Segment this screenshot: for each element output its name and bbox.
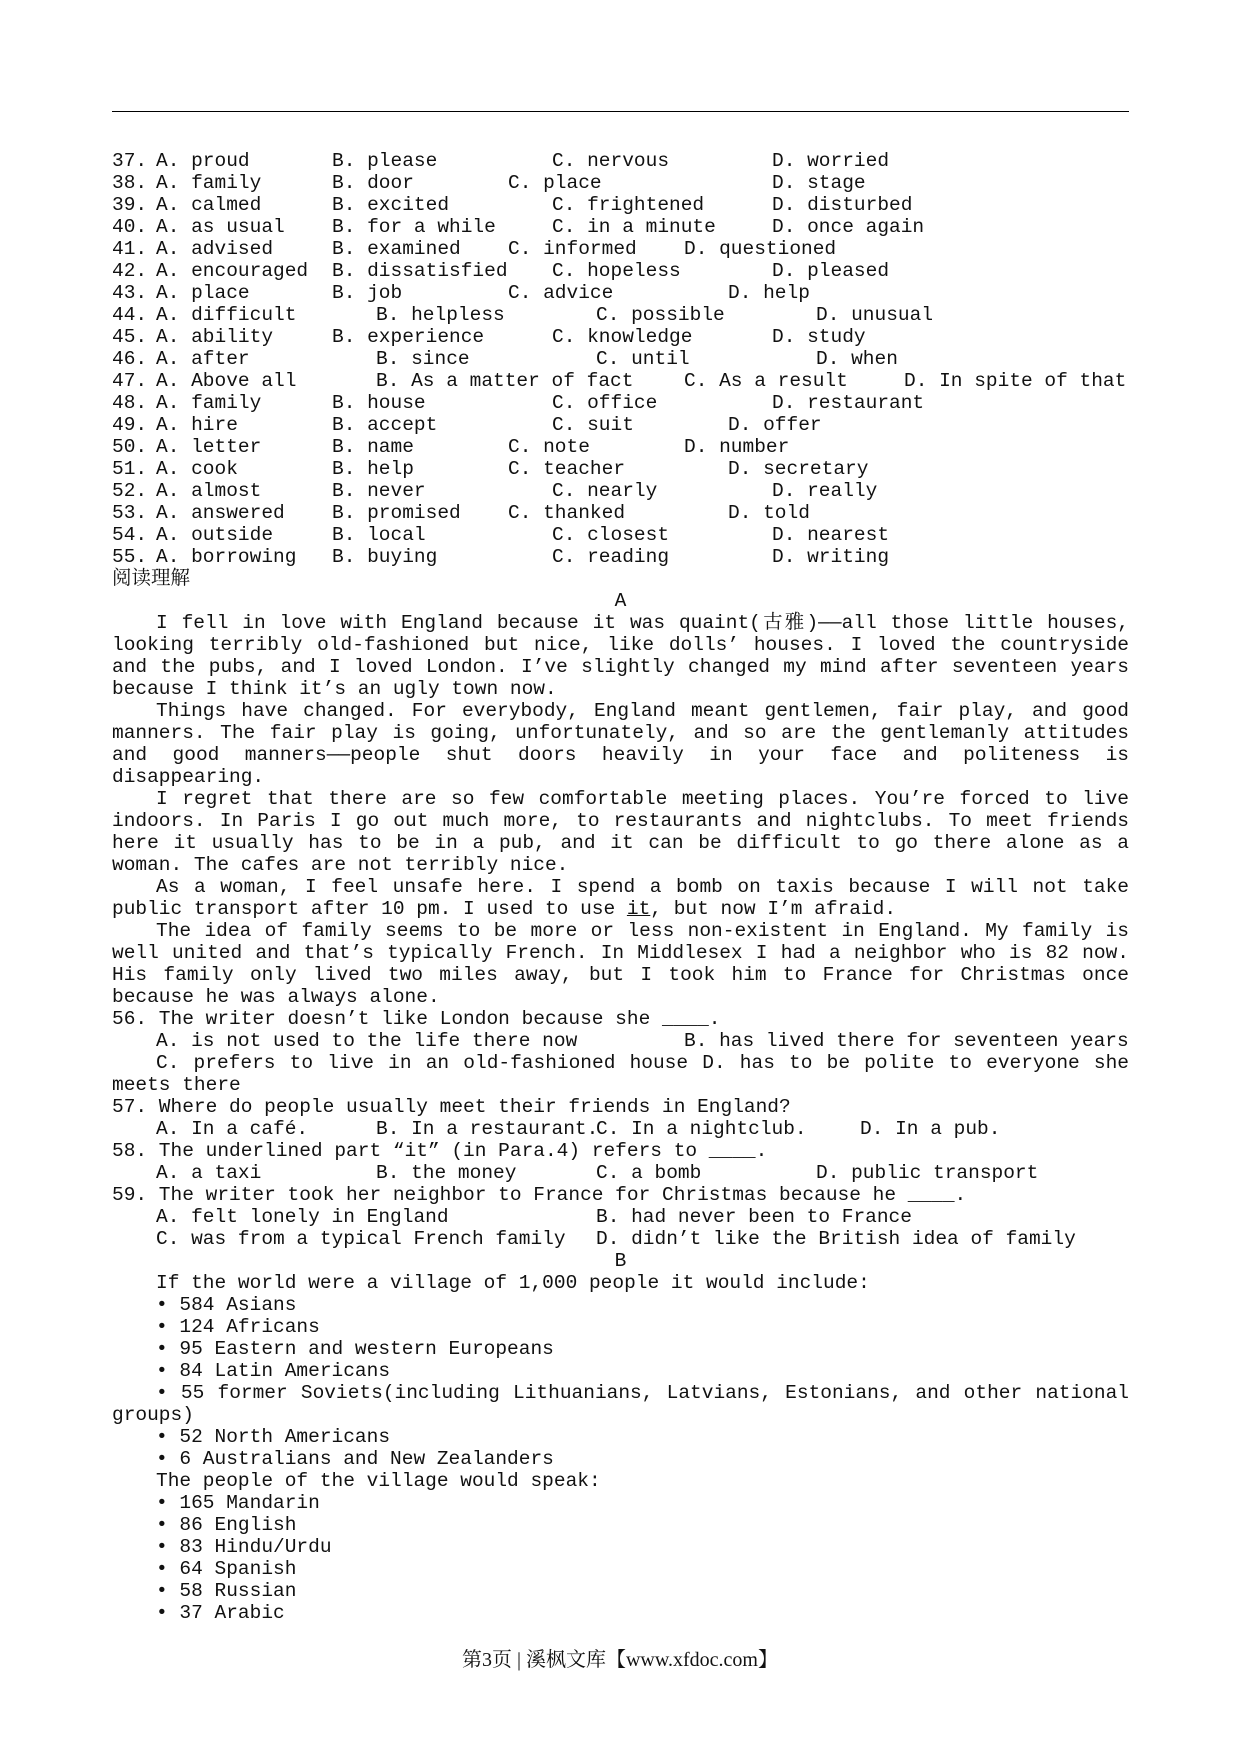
q57-option-b: B. In a restaurant.: [376, 1118, 599, 1140]
question-number: 52.: [112, 480, 148, 502]
question-56: 56. The writer doesn’t like London because she ____.: [112, 1008, 721, 1030]
question-row: [112, 282, 1129, 304]
option-b: B. local: [332, 524, 426, 546]
option-c: C. place: [508, 172, 602, 194]
option-b: B. door: [332, 172, 414, 194]
question-number: 40.: [112, 216, 148, 238]
question-57: 57. Where do people usually meet their friends in England?: [112, 1096, 791, 1118]
option-a: A. letter: [156, 436, 262, 458]
paragraph-4-text-end: , but now I’m afraid.: [650, 898, 897, 920]
question-number: 38.: [112, 172, 148, 194]
question-row: [112, 480, 1129, 502]
option-d: D. unusual: [816, 304, 934, 326]
option-d: D. secretary: [728, 458, 869, 480]
q58-option-d: D. public transport: [816, 1162, 1039, 1184]
option-c: C. nearly: [552, 480, 658, 502]
option-d: D. questioned: [684, 238, 837, 260]
option-d: D. number: [684, 436, 790, 458]
question-number: 45.: [112, 326, 148, 348]
option-a: A. advised: [156, 238, 274, 260]
question-number: 50.: [112, 436, 148, 458]
option-b: B. job: [332, 282, 403, 304]
option-b: B. experience: [332, 326, 485, 348]
header-rule: [112, 111, 1129, 112]
question-row: [112, 392, 1129, 414]
list-item: • 83 Hindu/Urdu: [156, 1536, 332, 1558]
option-a: A. place: [156, 282, 250, 304]
q58-option-c: C. a bomb: [596, 1162, 702, 1184]
q59-option-a: A. felt lonely in England: [156, 1206, 449, 1228]
question-row: [112, 546, 1129, 568]
option-d: D. study: [772, 326, 866, 348]
option-c: C. office: [552, 392, 658, 414]
passage-b-people-list: [112, 1294, 1129, 1382]
page-footer: 第3页 | 溪枫文库【www.xfdoc.com】: [461, 1649, 778, 1671]
question-56-options-ab: [112, 1030, 1129, 1052]
option-d: D. stage: [772, 172, 866, 194]
option-b: B. please: [332, 150, 438, 172]
question-number: 51.: [112, 458, 148, 480]
question-row: [112, 436, 1129, 458]
option-a: A. as usual: [156, 216, 285, 238]
option-b: B. excited: [332, 194, 450, 216]
passage-a-paragraph-3: I regret that there are so few comfortable meeting places. You’re forced to live indoors. In Paris I go out much more, to restaurants and nightclubs. To meet friends here it usually has to be in a pub, and it can be difficult to go there alone as a woman. The cafes are not terribly nice.: [112, 788, 1129, 876]
option-d: D. when: [816, 348, 898, 370]
option-a: A. borrowing: [156, 546, 297, 568]
question-row: [112, 414, 1129, 436]
option-a: A. hire: [156, 414, 238, 436]
option-b: B. never: [332, 480, 426, 502]
underlined-it: it: [626, 898, 651, 920]
option-c: C. suit: [552, 414, 634, 436]
passage-a-paragraph-5: The idea of family seems to be more or less non-existent in England. My family is well united and that’s typically French. In Middlesex I had a neighbor who is 82 now. His family only lived two miles away, but I took him to France for Christmas once because he was always alone.: [112, 920, 1129, 1008]
option-b: B. since: [376, 348, 470, 370]
option-a: A. after: [156, 348, 250, 370]
option-a: A. almost: [156, 480, 262, 502]
q56-options-cd: C. prefers to live in an old-fashioned house D. has to be polite to everyone she meets there: [112, 1052, 1129, 1096]
option-c: C. informed: [508, 238, 637, 260]
option-d: D. offer: [728, 414, 822, 436]
option-b: B. helpless: [376, 304, 505, 326]
question-59: 59. The writer took her neighbor to France for Christmas because he ____.: [112, 1184, 967, 1206]
list-item: • 37 Arabic: [156, 1602, 285, 1624]
option-a: A. Above all: [156, 370, 297, 392]
q56-option-b: B. has lived there for seventeen years: [684, 1030, 1129, 1052]
option-a: A. ability: [156, 326, 274, 348]
list-item: • 124 Africans: [156, 1316, 320, 1338]
question-number: 42.: [112, 260, 148, 282]
question-59-options-ab: [112, 1206, 1129, 1228]
passage-b-people-list-cont: [112, 1426, 1129, 1470]
option-d: D. worried: [772, 150, 890, 172]
question-row: [112, 304, 1129, 326]
paragraph-4-text: As a woman, I feel unsafe here. I spend a bomb on taxis because I will not take public transport after 10 pm. I used to use: [112, 876, 1129, 920]
option-a: A. answered: [156, 502, 285, 524]
q59-option-d: D. didn’t like the British idea of family: [596, 1228, 1076, 1250]
option-d: D. once again: [772, 216, 925, 238]
question-row: [112, 216, 1129, 238]
question-number: 44.: [112, 304, 148, 326]
option-a: A. proud: [156, 150, 250, 172]
option-a: A. outside: [156, 524, 274, 546]
question-58-options: [112, 1162, 1129, 1184]
option-b: B. examined: [332, 238, 461, 260]
option-c: C. advice: [508, 282, 614, 304]
option-c: C. in a minute: [552, 216, 716, 238]
option-b: B. buying: [332, 546, 438, 568]
question-row: [112, 458, 1129, 480]
option-c: C. thanked: [508, 502, 626, 524]
passage-a-paragraph-1: I fell in love with England because it was quaint(古雅)——all those little houses, looking terribly old-fashioned but nice, like dolls’ houses. I loved the countryside and the pubs, and I loved London. I’ve slightly changed my mind after seventeen years because I think it’s an ugly town now.: [112, 612, 1129, 700]
option-d: D. really: [772, 480, 878, 502]
option-c: C. nervous: [552, 150, 670, 172]
cloze-options: [112, 150, 1129, 568]
option-c: C. possible: [596, 304, 725, 326]
question-number: 39.: [112, 194, 148, 216]
question-number: 49.: [112, 414, 148, 436]
option-d: D. told: [728, 502, 810, 524]
list-item: • 58 Russian: [156, 1580, 297, 1602]
passage-a-paragraph-2: Things have changed. For everybody, England meant gentlemen, fair play, and good manners. The fair play is going, unfortunately, and so are the gentlemanly attitudes and good manners——people shut doors heavily in your face and politeness is disappearing.: [112, 700, 1129, 788]
option-c: C. note: [508, 436, 590, 458]
option-a: A. family: [156, 172, 262, 194]
list-item: • 84 Latin Americans: [156, 1360, 391, 1382]
list-item: • 6 Australians and New Zealanders: [156, 1448, 554, 1470]
q56-option-a: A. is not used to the life there now: [156, 1030, 578, 1052]
q58-option-b: B. the money: [376, 1162, 517, 1184]
question-row: [112, 194, 1129, 216]
question-59-options-cd: [112, 1228, 1129, 1250]
passage-b-language-list: [112, 1492, 1129, 1624]
option-b: B. accept: [332, 414, 438, 436]
list-item: • 52 North Americans: [156, 1426, 391, 1448]
option-b: B. dissatisfied: [332, 260, 508, 282]
question-number: 46.: [112, 348, 148, 370]
option-a: A. encouraged: [156, 260, 309, 282]
option-b: B. name: [332, 436, 414, 458]
q59-option-b: B. had never been to France: [596, 1206, 912, 1228]
option-d: D. disturbed: [772, 194, 913, 216]
question-row: [112, 524, 1129, 546]
list-item: • 95 Eastern and western Europeans: [156, 1338, 554, 1360]
q58-option-a: A. a taxi: [156, 1162, 262, 1184]
list-item: • 55 former Soviets(including Lithuanians, Latvians, Estonians, and other national groups): [112, 1382, 1129, 1426]
option-a: A. family: [156, 392, 262, 414]
option-a: A. calmed: [156, 194, 262, 216]
option-c: C. closest: [552, 524, 670, 546]
option-d: D. restaurant: [772, 392, 925, 414]
question-57-options: [112, 1118, 1129, 1140]
question-number: 53.: [112, 502, 148, 524]
option-c: C. until: [596, 348, 690, 370]
question-row: [112, 348, 1129, 370]
question-row: [112, 238, 1129, 260]
option-b: B. house: [332, 392, 426, 414]
page-content: [112, 150, 1129, 1624]
option-b: B. As a matter of fact: [376, 370, 634, 392]
option-c: C. hopeless: [552, 260, 681, 282]
option-d: D. nearest: [772, 524, 890, 546]
question-number: 54.: [112, 524, 148, 546]
list-item: • 584 Asians: [156, 1294, 297, 1316]
option-a: A. difficult: [156, 304, 297, 326]
passage-a-label: A: [614, 590, 627, 612]
option-c: C. reading: [552, 546, 670, 568]
option-c: C. knowledge: [552, 326, 693, 348]
question-row: [112, 172, 1129, 194]
question-row: [112, 502, 1129, 524]
option-a: A. cook: [156, 458, 238, 480]
option-b: B. help: [332, 458, 414, 480]
list-item: • 86 English: [156, 1514, 297, 1536]
option-d: D. help: [728, 282, 810, 304]
option-b: B. for a while: [332, 216, 496, 238]
option-c: C. frightened: [552, 194, 705, 216]
list-item: • 165 Mandarin: [156, 1492, 320, 1514]
question-row: [112, 150, 1129, 172]
passage-b-intro: If the world were a village of 1,000 people it would include:: [156, 1272, 870, 1294]
list-item: • 64 Spanish: [156, 1558, 297, 1580]
option-c: C. teacher: [508, 458, 626, 480]
question-row: [112, 370, 1129, 392]
option-b: B. promised: [332, 502, 461, 524]
question-number: 48.: [112, 392, 148, 414]
question-number: 47.: [112, 370, 148, 392]
section-title: 阅读理解: [112, 568, 191, 590]
question-58: 58. The underlined part “it” (in Para.4) refers to ____.: [112, 1140, 768, 1162]
question-number: 41.: [112, 238, 148, 260]
option-d: D. writing: [772, 546, 890, 568]
q57-option-a: A. In a café.: [156, 1118, 309, 1140]
q59-option-c: C. was from a typical French family: [156, 1228, 566, 1250]
q57-option-c: C. In a nightclub.: [596, 1118, 807, 1140]
question-row: [112, 326, 1129, 348]
question-number: 43.: [112, 282, 148, 304]
question-number: 55.: [112, 546, 148, 568]
passage-b-speak-intro: The people of the village would speak:: [156, 1470, 601, 1492]
q57-option-d: D. In a pub.: [860, 1118, 1001, 1140]
option-d: D. pleased: [772, 260, 890, 282]
passage-a-paragraph-4: [112, 876, 1129, 920]
option-d: D. In spite of that: [904, 370, 1127, 392]
question-number: 37.: [112, 150, 148, 172]
option-c: C. As a result: [684, 370, 848, 392]
question-row: [112, 260, 1129, 282]
passage-b-label: B: [614, 1250, 627, 1272]
